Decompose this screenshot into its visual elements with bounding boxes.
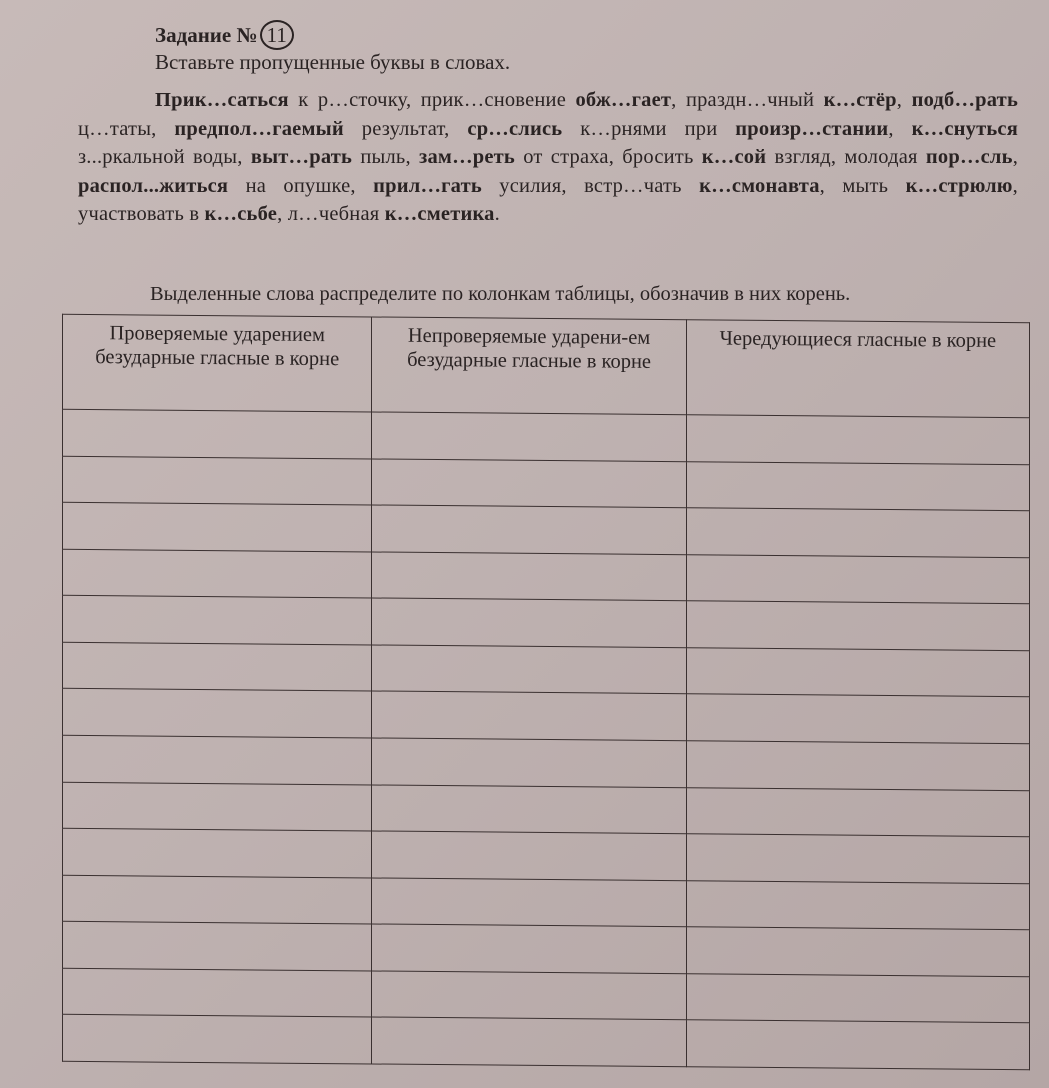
answer-cell[interactable]: [63, 409, 372, 458]
highlighted-word: к…сьбе: [204, 203, 278, 225]
answer-cell[interactable]: [372, 598, 686, 647]
answer-cell[interactable]: [372, 505, 686, 554]
exercise-fragment: ц…таты,: [78, 117, 175, 140]
highlighted-word: прил…гать: [373, 174, 482, 197]
task-heading: [155, 20, 294, 50]
answer-cell[interactable]: [63, 828, 372, 877]
highlighted-word: пор…сль: [925, 146, 1013, 168]
answer-cell[interactable]: [63, 968, 372, 1017]
highlighted-word: к…сметика: [384, 203, 495, 225]
exercise-fragment: ,: [896, 89, 912, 111]
table-row: [63, 921, 1030, 976]
answer-cell[interactable]: [63, 689, 372, 738]
answer-cell[interactable]: [372, 1017, 686, 1066]
sort-instruction: Выделенные слова распределите по колонкам таблицы, обозначив в них корень.: [150, 283, 851, 305]
exercise-fragment: , праздн…чный: [671, 89, 824, 111]
answer-cell[interactable]: [686, 648, 1029, 698]
exercise-fragment: ,: [1012, 146, 1019, 168]
highlighted-word: выт…рать: [250, 146, 353, 168]
highlighted-word: Прик…саться: [155, 89, 289, 111]
header-unchecked-vowels: Непроверяемые ударени-ем безударные гласные в корне: [372, 317, 686, 415]
highlighted-word: к…стрюлю: [905, 174, 1013, 197]
answer-table: [62, 314, 1030, 1070]
answer-cell[interactable]: [686, 927, 1029, 977]
highlighted-word: произр…стании: [735, 117, 889, 140]
table-row: [63, 409, 1030, 464]
table-row: [63, 642, 1030, 697]
exercise-fragment: результат,: [343, 117, 468, 140]
table-row: [63, 689, 1030, 744]
answer-cell[interactable]: [63, 502, 372, 551]
answer-cell[interactable]: [63, 456, 372, 505]
exercise-fragment: .: [494, 203, 500, 225]
header-alternating-vowels: Чередующиеся гласные в корне: [686, 320, 1029, 418]
answer-cell[interactable]: [63, 1015, 372, 1064]
table-row: [63, 596, 1030, 651]
answer-cell[interactable]: [686, 787, 1029, 837]
exercise-fragment: к…рнями при: [562, 117, 736, 140]
answer-cell[interactable]: [372, 831, 686, 880]
table-row: [63, 828, 1030, 883]
answer-cell[interactable]: [372, 738, 686, 787]
header-checked-vowels: Проверяемые ударением безударные гласные в корне: [63, 314, 372, 412]
answer-cell[interactable]: [686, 554, 1029, 604]
answer-cell[interactable]: [372, 924, 686, 973]
answer-table-wrapper: [62, 314, 1030, 1070]
answer-cell[interactable]: [686, 834, 1029, 884]
table-row: [63, 968, 1030, 1023]
highlighted-word: к…стёр: [823, 89, 897, 111]
answer-cell[interactable]: [372, 784, 686, 833]
exercise-fragment: пыль,: [352, 146, 420, 168]
answer-cell[interactable]: [372, 459, 686, 508]
answer-cell[interactable]: [63, 875, 372, 924]
answer-cell[interactable]: [372, 552, 686, 601]
table-row: [63, 875, 1030, 930]
task-instruction: Вставьте пропущенные буквы в словах.: [155, 50, 511, 74]
exercise-fragment: , участвовать в: [78, 174, 1018, 225]
task-title: Задание №: [155, 23, 258, 47]
answer-cell[interactable]: [63, 642, 372, 691]
answer-cell[interactable]: [372, 691, 686, 740]
exercise-fragment: от страха, бросить: [514, 146, 702, 168]
answer-cell[interactable]: [686, 461, 1029, 511]
answer-cell[interactable]: [686, 1020, 1029, 1070]
answer-cell[interactable]: [686, 973, 1029, 1023]
table-row: [63, 782, 1030, 837]
highlighted-word: предпол…гаемый: [174, 117, 344, 140]
answer-cell[interactable]: [372, 412, 686, 461]
table-header-row: [63, 314, 1030, 417]
answer-cell[interactable]: [686, 601, 1029, 651]
exercise-fragment: к р…сточку, прик…сновение: [288, 89, 576, 111]
highlighted-word: к…снуться: [911, 117, 1018, 140]
answer-cell[interactable]: [686, 694, 1029, 744]
answer-cell[interactable]: [686, 508, 1029, 558]
exercise-fragment: на опушке,: [228, 174, 374, 197]
exercise-fragment: з...ркальной воды,: [78, 146, 251, 168]
exercise-fragment: усилия, встр…чать: [481, 174, 700, 197]
answer-cell[interactable]: [686, 415, 1029, 465]
exercise-text: [78, 86, 1018, 229]
table-row: [63, 735, 1030, 790]
highlighted-word: распол...житься: [78, 174, 229, 197]
highlighted-word: к…сой: [701, 146, 767, 168]
highlighted-word: ср…слись: [467, 117, 563, 140]
answer-cell[interactable]: [63, 549, 372, 598]
task-number: 11: [260, 20, 294, 50]
answer-cell[interactable]: [372, 878, 686, 927]
answer-cell[interactable]: [686, 880, 1029, 930]
table-row: [63, 502, 1030, 557]
answer-cell[interactable]: [372, 971, 686, 1020]
answer-cell[interactable]: [372, 645, 686, 694]
exercise-fragment: ,: [888, 117, 912, 140]
answer-cell[interactable]: [63, 782, 372, 831]
table-row: [63, 549, 1030, 604]
highlighted-word: обж…гает: [575, 89, 672, 111]
highlighted-word: подб…рать: [911, 89, 1018, 111]
highlighted-word: зам…реть: [419, 146, 515, 168]
exercise-fragment: , л…чебная: [277, 203, 385, 225]
answer-cell[interactable]: [686, 741, 1029, 791]
answer-cell[interactable]: [63, 596, 372, 645]
table-row: [63, 456, 1030, 511]
exercise-fragment: , мыть: [819, 174, 906, 197]
table-row: [63, 1015, 1030, 1070]
answer-cell[interactable]: [63, 921, 372, 970]
highlighted-word: к…смонавта: [699, 174, 820, 197]
answer-cell[interactable]: [63, 735, 372, 784]
exercise-fragment: взгляд, молодая: [766, 146, 926, 168]
